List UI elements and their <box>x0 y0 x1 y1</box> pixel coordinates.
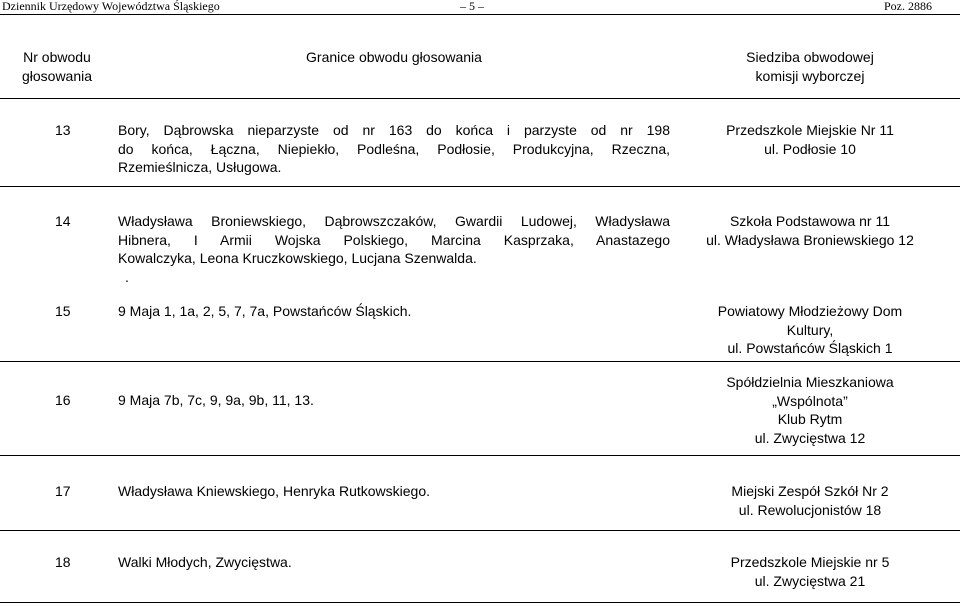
row-17-bounds: Władysława Kniewskiego, Henryka Rutkowskiego. <box>118 483 431 499</box>
row-13-bounds: Bory, Dąbrowska nieparzyste od nr 163 do końca i parzyste od nr 198 do końca, Łączna, Niepiekło, Podleśna, Podłosie, Produkcyjna, Rzeczna, Rzemieślnicza, Usługowa. <box>118 122 670 175</box>
row-16-number: 16 <box>55 392 71 408</box>
row-18-bounds: Walki Młodych, Zwycięstwa. <box>118 554 292 570</box>
row-16-seat: Spółdzielnia Mieszkaniowa „Wspólnota” Klub Rytm ul. Zwycięstwa 12 <box>726 374 894 446</box>
row-14-bounds: Władysława Broniewskiego, Dąbrowszczaków, Gwardii Ludowej, Władysława Hibnera, I Armii Wojska Polskiego, Marcina Kasprzaka, Anastazego Kowalczyka, Leona Kruczkowskiego, Lucjana Szenwalda. . <box>118 213 670 285</box>
row-17-seat: Miejski Zespół Szkół Nr 2 ul. Rewolucjonistów 18 <box>731 483 889 518</box>
row-divider <box>0 455 960 456</box>
row-divider <box>0 98 960 99</box>
row-16-bounds: 9 Maja 7b, 7c, 9, 9a, 9b, 11, 13. <box>118 392 314 408</box>
row-divider <box>0 186 960 187</box>
row-17-number: 17 <box>55 483 71 499</box>
column-header-number: Nr obwodu głosowania <box>21 49 93 84</box>
row-13-seat: Przedszkole Miejskie Nr 11 ul. Podłosie 10 <box>726 122 894 157</box>
row-15-bounds: 9 Maja 1, 1a, 2, 5, 7, 7a, Powstańców Śląskich. <box>118 303 412 319</box>
page-header <box>0 0 960 14</box>
column-header-bounds: Granice obwodu głosowania <box>306 49 482 65</box>
header-rule <box>0 14 960 15</box>
row-15-seat: Powiatowy Młodzieżowy Dom Kultury, ul. Powstańców Śląskich 1 <box>717 303 903 356</box>
row-13-number: 13 <box>55 122 71 138</box>
row-divider <box>0 602 960 603</box>
row-18-seat: Przedszkole Miejskie nr 5 ul. Zwycięstwa 21 <box>730 554 890 589</box>
row-14-seat: Szkoła Podstawowa nr 11 ul. Władysława Broniewskiego 12 <box>706 213 914 248</box>
row-14-number: 14 <box>55 213 71 229</box>
row-15-number: 15 <box>55 303 71 319</box>
journal-title: Dziennik Urzędowy Województwa Śląskiego <box>2 0 220 13</box>
row-18-number: 18 <box>55 554 71 570</box>
row-divider <box>0 530 960 531</box>
position-number: Poz. 2886 <box>884 0 932 13</box>
page-number: – 5 – <box>460 0 484 13</box>
row-divider <box>0 361 960 362</box>
column-header-seat: Siedziba obwodowej komisji wyborczej <box>746 49 874 84</box>
